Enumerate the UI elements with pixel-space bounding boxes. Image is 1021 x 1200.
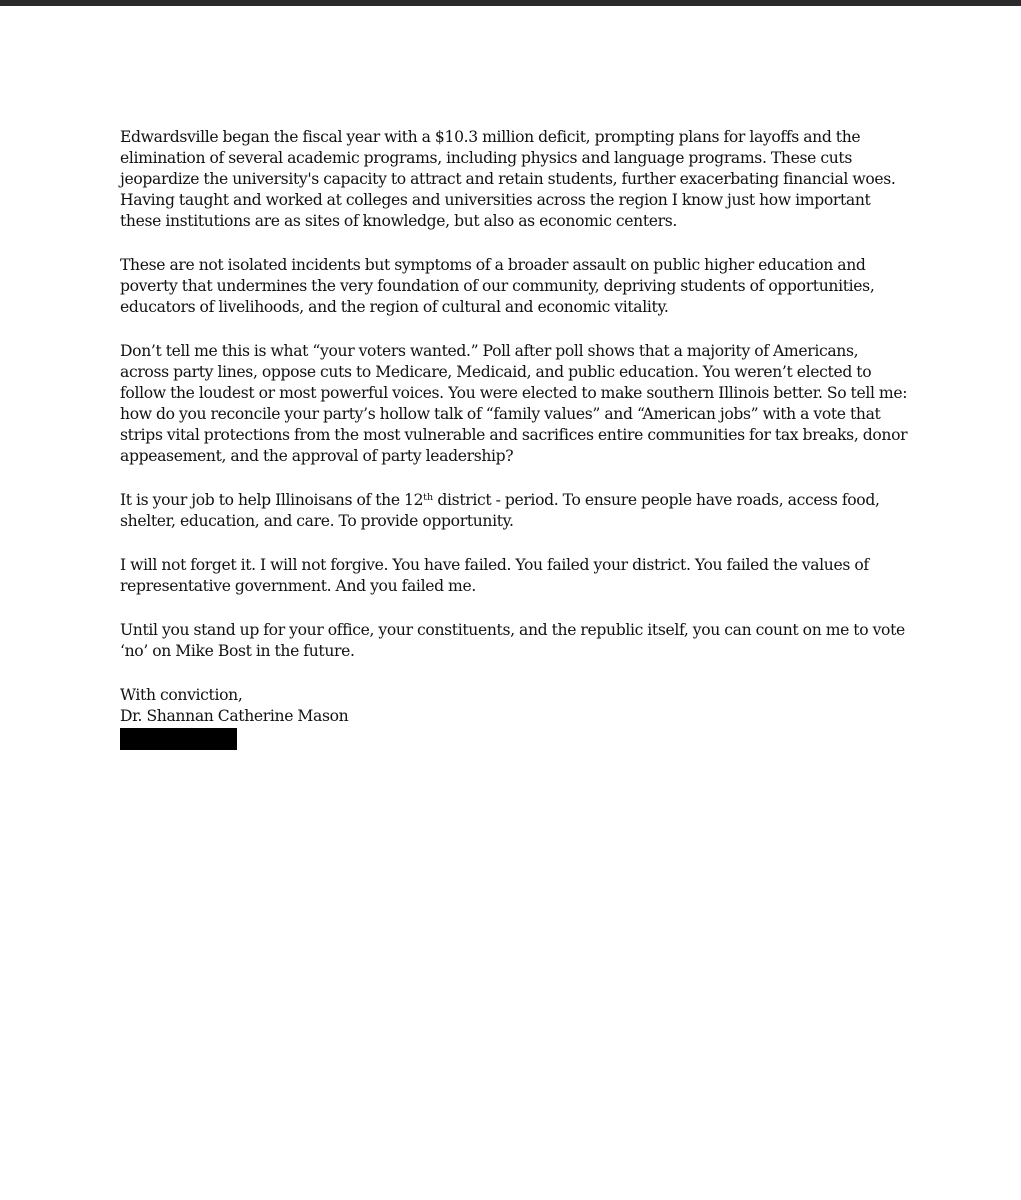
paragraph-voters-wanted: Don’t tell me this is what “your voters wanted.” Poll after poll shows that a majority of Americans, across party lines, oppose cuts to Medicare, Medicaid, and public education. You weren’t elected to follow the loudest or most powerful voices. You were elected to make southern Illinois better. So tell me: how do you reconcile your party’s hollow talk of “family values” and “American jobs” with a vote that strips vital protections from the most vulnerable and sacrifices entire communities for tax breaks, donor appeasement, and the approval of party leadership? [120, 342, 908, 465]
paragraph-broader-assault: These are not isolated incidents but symptoms of a broader assault on public higher education and poverty that undermines the very foundation of our community, depriving students of opportunities, educators of livelihoods, and the region of cultural and economic vitality. [120, 256, 875, 316]
window-top-bar [0, 0, 1021, 6]
letter-body [120, 127, 910, 750]
paragraph-deficit: Edwardsville began the fiscal year with a $10.3 million deficit, prompting plans for layoffs and the elimination of several academic programs, including physics and language programs. These cuts jeopardize the university's capacity to attract and retain students, further exacerbating financial woes. Having taught and worked at colleges and universities across the region I know just how important these institutions are as sites of knowledge, but also as economic centers. [120, 128, 896, 230]
district-text-after: district - period. To ensure people have roads, access food, shelter, education, and care. To provide opportunity. [120, 491, 880, 530]
paragraph-vote-no: Until you stand up for your office, your constituents, and the republic itself, you can count on me to vote ‘no’ on Mike Bost in the future. [120, 621, 905, 660]
district-text-before: It is your job to help Illinoisans of the 12 [120, 491, 424, 509]
closing-line: With conviction, [120, 686, 243, 704]
paragraph-will-not-forget: I will not forget it. I will not forgive. You have failed. You failed your district. You failed the values of representative government. And you failed me. [120, 556, 869, 595]
signature-name: Dr. Shannan Catherine Mason [120, 707, 349, 725]
paragraph-your-job [120, 490, 910, 532]
district-ordinal-superscript: th [423, 492, 434, 503]
redaction-block [120, 728, 237, 750]
